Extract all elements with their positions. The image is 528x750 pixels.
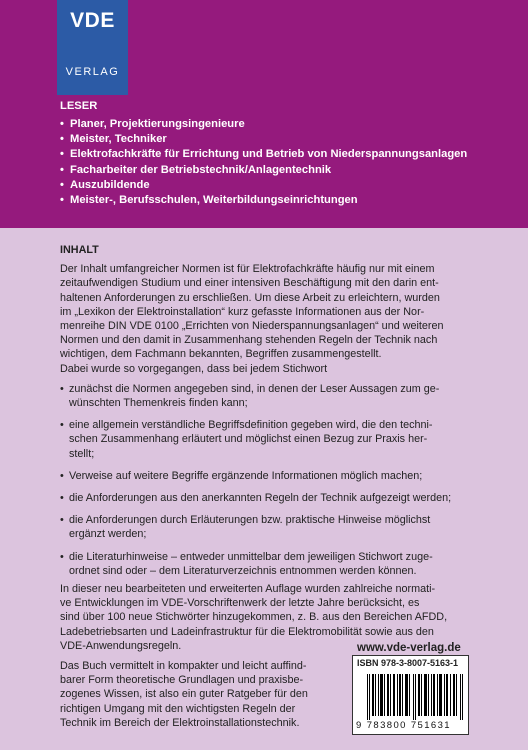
text-line: Ladebetriebsarten und Ladeinfrastruktur für die Elektromobilität sowie aus den [60,625,434,638]
text-line: schen Zusammenhang erläutert und möglichst einen Bezug zur Praxis her- [69,433,428,446]
content-heading: INHALT [60,244,99,256]
reader-item: • Planer, Projektierungsingenieure [60,117,467,132]
text-line: sind über 100 neue Stichwörter hinzugekommen, z. B. aus den Bereichen AFDD, [60,611,448,624]
text-line: stellt; [69,447,95,460]
readers-heading: LESER [60,100,98,112]
bullet-item [60,513,468,541]
isbn-box [352,655,469,735]
text-line: • die Anforderungen durch Erläuterungen bzw. praktische Hinweise möglichst [69,514,431,527]
text-line: ordnet sind oder – dem Literaturverzeichnis entnommen werden können. [69,564,417,577]
text-line: ergänzt werden; [69,528,147,541]
text-line: barer Form theoretische Grundlagen und praxisbe- [60,674,304,687]
intro-paragraph [60,262,468,361]
text-line: • die Literaturhinweise – entweder unmittelbar dem jeweiligen Stichwort zuge- [69,550,433,563]
text-line: ve Entwicklungen im VDE-Vorschriftenwerk der letzte Jahre berücksicht, es [60,597,420,610]
bullet-item [60,550,468,578]
reader-item: • Meister-, Berufsschulen, Weiterbildungseinrichtungen [60,193,467,208]
text-line: richtigen Umgang mit den wichtigsten Regeln der [60,702,296,715]
vde-verlag-logo [57,0,128,95]
reader-item: • Facharbeiter der Betriebstechnik/Anlagentechnik [60,163,467,178]
text-line: zeitaufwendigen Studium und einer intensiven Beschäftigung mit den darin ent- [60,277,439,290]
text-line: Das Buch vermittelt in kompakter und leicht auffind- [60,660,307,673]
reader-item: • Elektrofachkräfte für Errichtung und Betrieb von Niederspannungsanlagen [60,147,467,162]
reader-item: • Meister, Techniker [60,132,467,147]
text-line: • eine allgemein verständliche Begriffsdefinition gegeben wird, die den techni- [69,419,433,432]
text-line: In dieser neu bearbeiteten und erweiterten Auflage wurden zahlreiche normati- [60,583,436,596]
readers-section [60,100,467,208]
bullet-list [60,382,468,578]
text-line: zogenes Wissen, ist also ein guter Ratgeber für den [60,688,308,701]
text-line: • zunächst die Normen angegeben sind, in denen der Leser Aussagen zum ge- [69,382,440,395]
text-line: • die Anforderungen aus den anerkannten Regeln der Technik aufgezeigt werden; [69,492,452,505]
text-line: menreihe DIN VDE 0100 „Errichten von Niederspannungsanlagen“ und weiteren [60,320,444,333]
text-line: Normen und den damit in Zusammenhang stehenden Regeln der Technik nach [60,334,438,347]
readers-list [60,117,467,208]
logo-vde-text: VDE [70,9,115,32]
text-line: Der Inhalt umfangreicher Normen ist für Elektrofachkräfte häufig nur mit einem [60,263,435,276]
text-line: • Verweise auf weitere Begriffe ergänzende Informationen möglich machen; [69,469,423,482]
text-line: haltenen Anforderungen zu erschließen. Um diese Arbeit zu erleichtern, wurden [60,291,440,304]
text-line: Technik im Bereich der Elektroinstallationstechnik. [60,716,300,729]
barcode-image [367,674,465,720]
bullet-item [60,469,468,483]
bullet-item [60,382,468,410]
text-line: wünschten Themenkreis finden kann; [69,397,248,410]
reader-item: • Auszubildende [60,178,467,193]
text-line: VDE-Anwendungsregeln. [60,639,182,652]
isbn-number: ISBN 978-3-8007-5163-1 [357,658,459,668]
logo-verlag-text: VERLAG [65,66,120,78]
barcode-number: 9 783800 751631 [356,720,451,731]
lead-sentence: Dabei wurde so vorgegangen, dass bei jedem Stichwort [60,362,328,375]
website-url[interactable]: www.vde-verlag.de [357,642,461,654]
text-line: im „Lexikon der Elektroinstallation“ kurz gefasste Informationen aus der Nor- [60,305,425,318]
text-line: wichtigen, dem Fachmann bekannten, Begriffen zusammengestellt. [60,348,382,361]
bullet-item [60,418,468,461]
bullet-item [60,491,468,505]
